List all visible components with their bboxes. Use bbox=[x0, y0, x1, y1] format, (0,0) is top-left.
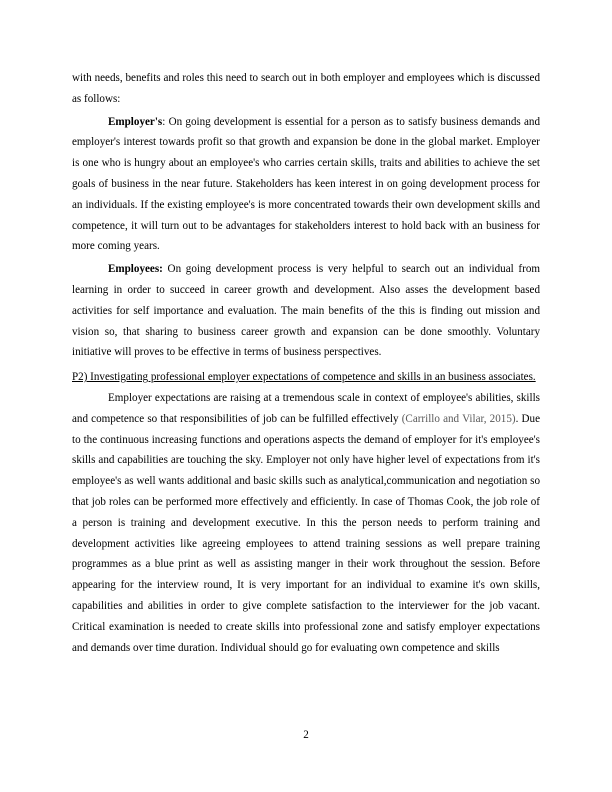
section-heading: P2) Investigating professional employer expectations of competence and skills in an business associates. bbox=[72, 371, 536, 384]
intro-paragraph: with needs, benefits and roles this need to search out in both employer and employees which is discussed as follows: bbox=[72, 72, 540, 105]
body-text-after-citation: . Due to the continuous increasing functions and operations aspects the demand of employer for it's employee's skills and capabilities are touching the sky. Employer not only have higher level of expectations from it's employee's as well wants additional and basic skills such as analytical,communication and negotiation so that job roles can be performed more effectively and efficiently. In case of Thomas Cook, the job role of a person is training and development executive. In this the person needs to perform training and development activities like agreeing employees to attend training sessions as well prepare training programmes as a blue print as well as assisting manger in their work throughout the session. Before appearing for the interview round, It is very important for an individual to examine it's own skills, capabilities and abilities in order to give complete satisfaction to the interviewer for the job vacant. Critical examination is needed to create skills into professional zone and satisfy employer expectations and demands over time duration. Individual should go for evaluating own competence and skills bbox=[72, 412, 540, 654]
page-number: 2 bbox=[303, 729, 309, 741]
body-text-before-citation: Employer expectations are raising at a tremendous scale in context of employee's abilities, skills and competence so that responsibilities of job can be fulfilled effectively bbox=[72, 391, 540, 425]
page-body bbox=[72, 68, 540, 658]
employees-label: Employees: bbox=[108, 263, 163, 276]
employers-paragraph bbox=[72, 112, 540, 258]
employees-paragraph bbox=[72, 259, 540, 363]
employers-label: Employer's bbox=[108, 115, 163, 128]
employers-text: : On going development is essential for a person as to satisfy business demands and employer's interest towards profit so that growth and expansion be done in the global market. Employer is one who is hungry about an employee's who carries certain skills, traits and abilities to achieve the set goals of business in the near future. Stakeholders has keen interest in on going development process for an individuals. If the existing employee's is more concentrated towards their own development skills and competence, it will turn out to be advantages for stakeholders interest to hold back with an business for more coming years. bbox=[72, 115, 540, 253]
employees-text: On going development process is very helpful to search out an individual from learning in order to succeed in career growth and development. Also asses the development based activities for self importance and evaluation. The main benefits of the this is finding out mission and vision so, that sharing to business career growth and expansion can be done smoothly. Voluntary initiative will proves to be effective in terms of business perspectives. bbox=[72, 263, 540, 359]
body-paragraph bbox=[72, 388, 540, 658]
citation: (Carrillo and Vilar, 2015) bbox=[401, 412, 516, 425]
